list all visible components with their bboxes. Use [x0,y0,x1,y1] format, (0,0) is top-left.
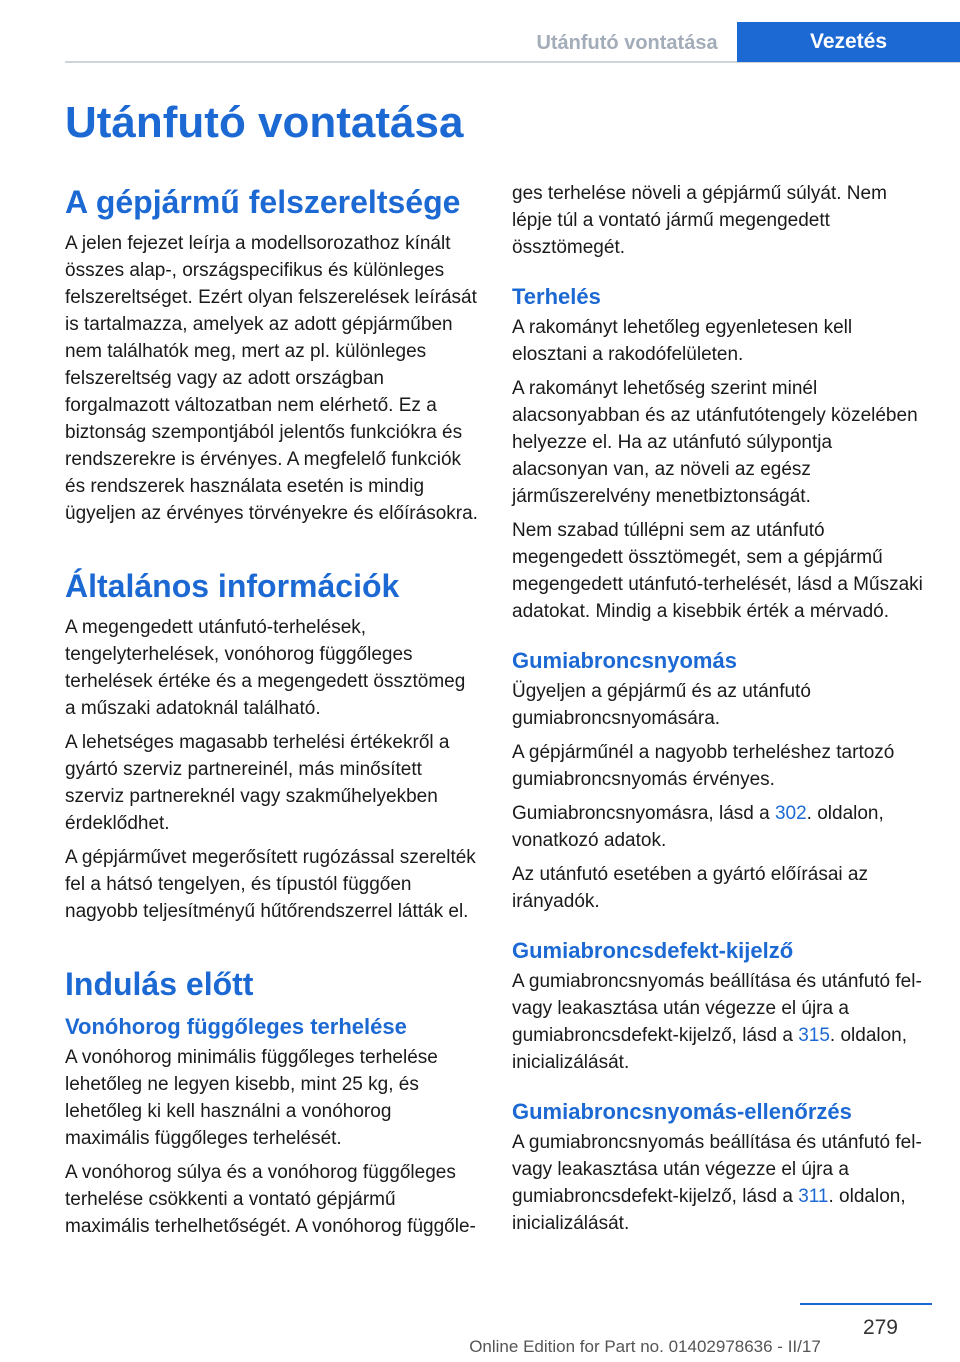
paragraph: A gépjárműnél a nagyobb terheléshez tartozó gumiabroncsnyomás érvényes. [512,742,895,790]
page-number: 279 [862,1316,898,1339]
paragraph: A megengedett utánfutó-terhelések, tengelyterhelések, vonóhorog függőleges terhelések értéke és a megengedett össztömeg a műszaki adatoknál található. [65,617,466,719]
section-title-general-info: Általános információk [65,568,400,604]
paragraph [512,800,926,854]
subsection-title-flat-tire-monitor: Gumiabroncsdefekt-kijelző [512,938,794,963]
text: . oldalon, vonatkozó adatok. [512,803,884,851]
subsection-title-loading: Terhelés [512,284,601,309]
paragraph: A jelen fejezet leírja a modellsorozathoz kínált összes alap-, országspecifikus és különleges felszereltséget. Ezért olyan felszerelések leírását is tartalmazza, amelyek az adott gépjárműben nem találhatók meg, mert az pl. különleges felszereltség vagy az adott országban forgalmazott változatban nem elérhető. Ez a biztonság szempontjából jelentős funkciókra és rendszerekre is érvényes. A megfelelő funkciók és rendszerek használata esetén is mindig ügyeljen az érvényes törvényekre és előírásokra. [65,233,478,524]
paragraph: A vonóhorog súlya és a vonóhorog függőleges terhelése csökkenti a vontató gépjármű maximális terhelhetőségét. A vonóhorog függőle- [65,1162,476,1237]
paragraph: A gépjárművet megerősített rugózással szerelték fel a hátsó tengelyen, és típustól függően nagyobb teljesítményű hűtőrendszerrel látták el. [65,847,476,922]
header-chapter-tab: Vezetés [737,22,960,62]
subsection-title-tire-pressure-monitor: Gumiabroncsnyomás-ellenőrzés [512,1099,852,1124]
subsection-title-tire-pressure: Gumiabroncsnyomás [512,648,737,673]
left-column [65,180,479,1247]
text: . oldalon, inicializálását. [512,1025,908,1073]
paragraph: Ügyeljen a gépjármű és az utánfutó gumiabroncsnyomására. [512,681,811,729]
paragraph: A rakományt lehetőség szerint minél alacsonyabban és az utánfutótengely közelében helyezze el. Ha az utánfutó súlypontja alacsonyan van, az növeli az egész járműszerelvény menetbiztonságát. [512,378,918,507]
paragraph: A vonóhorog minimális függőleges terhelése lehetőleg ne legyen kisebb, mint 25 kg, és lehetőleg ki kell használni a vonóhorog maximális függőleges terhelését. [65,1047,438,1149]
page-link-315[interactable]: 315 [798,1025,830,1046]
page-link-311[interactable]: 311 [798,1186,829,1207]
text: . oldalon, inicializálását. [512,1186,906,1234]
page-link-302[interactable]: 302 [774,803,807,824]
page-title: Utánfutó vontatása [65,98,464,147]
footer-edition: Online Edition for Part no. 01402978636 - II/17 [469,1337,821,1356]
right-column [512,180,926,1244]
text: A gumiabroncsnyomás beállítása és utánfutó fel- vagy leakasztása után végezze el újra a gumiabroncsdefekt-kijelző, lásd a [512,1132,922,1207]
paragraph [512,968,926,1076]
text: A gumiabroncsnyomás beállítása és utánfutó fel- vagy leakasztása után végezze el újra a gumiabroncsdefekt-kijelző, lásd a [512,971,922,1046]
header-section-label: Utánfutó vontatása [536,32,718,54]
footer-rule [800,1303,932,1305]
paragraph [512,1129,926,1237]
paragraph: ges terhelése növeli a gépjármű súlyát. Nem lépje túl a vontató jármű megengedett össztömegét. [512,183,887,258]
paragraph: Az utánfutó esetében a gyártó előírásai az irányadók. [512,864,868,912]
section-title-before-driving: Indulás előtt [65,966,254,1002]
paragraph: Nem szabad túllépni sem az utánfutó megengedett össztömegét, sem a gépjármű megengedett utánfutó-terhelését, lásd a Műszaki adatokat. Mindig a kisebbik érték a mérvadó. [512,520,923,622]
subsection-title-tongue-load: Vonóhorog függőleges terhelése [65,1014,407,1039]
text: Gumiabroncsnyomásra, lásd a [512,803,775,824]
paragraph: A lehetséges magasabb terhelési értékekről a gyártó szerviz partnereinél, más minősített szerviz partnereknél vagy szakműhelyekben érdeklődhet. [65,732,450,834]
paragraph: A rakományt lehetőleg egyenletesen kell elosztani a rakodófelületen. [512,317,853,365]
section-title-equipment: A gépjármű felszereltsége [65,184,461,220]
